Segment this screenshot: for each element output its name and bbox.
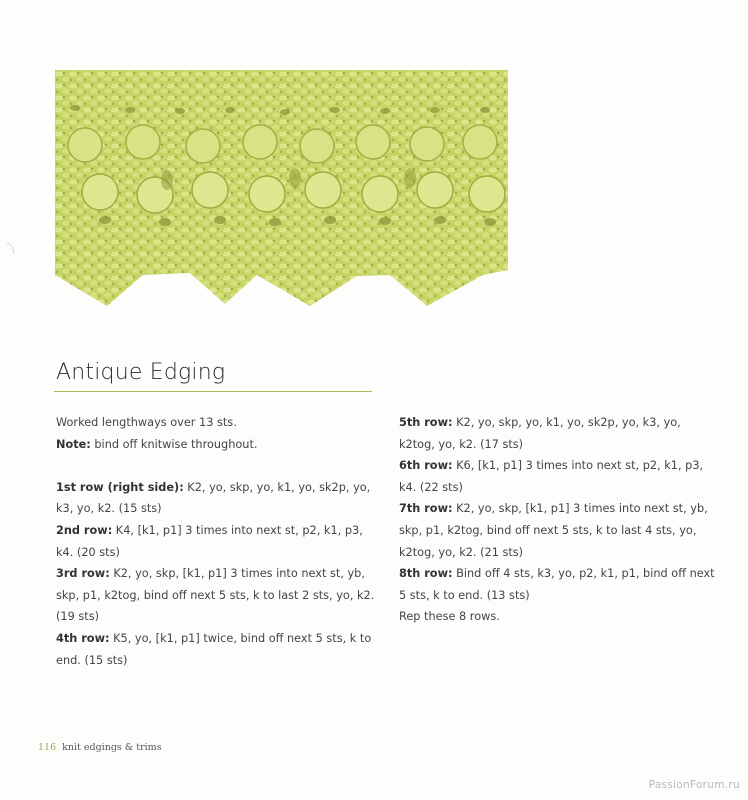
repeat-text: Rep these 8 rows. <box>399 610 500 624</box>
row-text: K4, [k1, p1] 3 times into next st, p2, k1, p3, k4. (20 sts) <box>56 523 363 559</box>
row-label: 1st row (right side): <box>56 480 184 494</box>
note-text: bind off knitwise throughout. <box>90 437 258 451</box>
row-7 <box>399 498 719 563</box>
row-text: K2, yo, skp, yo, k1, yo, sk2p, yo, k3, yo, k2tog, yo, k2. (17 sts) <box>399 416 681 451</box>
edging-photo <box>55 70 508 306</box>
title-divider <box>54 391 372 392</box>
row-8 <box>399 563 719 606</box>
row-3 <box>56 563 376 628</box>
row-text: K2, yo, skp, [k1, p1] 3 times into next st, yb, skp, p1, k2tog, bind off next 5 sts, k to last 4 sts, yo, k2tog, yo, k2. (21 sts) <box>399 502 708 559</box>
page-number: 116 <box>38 742 57 753</box>
row-text: K6, [k1, p1] 3 times into next st, p2, k1, p3, k4. (22 sts) <box>399 459 704 494</box>
row-label: 7th row: <box>399 502 453 516</box>
note-label: Note: <box>56 437 91 451</box>
row-text: K2, yo, skp, [k1, p1] 3 times into next st, yb, skp, p1, k2tog, bind off next 5 sts, k to last 2 sts, yo, k2. (19 sts) <box>56 567 375 624</box>
row-5 <box>399 412 719 455</box>
pattern-title: Antique Edging <box>56 360 226 385</box>
row-label: 2nd row: <box>56 523 113 537</box>
watermark: PassionForum.ru <box>648 779 740 791</box>
row-text: K5, yo, [k1, p1] twice, bind off next 5 sts, k to end. (15 sts) <box>56 631 372 667</box>
instructions-left-column <box>56 412 376 671</box>
row-label: 8th row: <box>399 567 453 581</box>
row-text: Bind off 4 sts, k3, yo, p2, k1, p1, bind off next 5 sts, k to end. (13 sts) <box>399 567 715 602</box>
row-label: 3rd row: <box>56 567 110 581</box>
row-text: K2, yo, skp, yo, k1, yo, sk2p, yo, k3, yo, k2. (15 sts) <box>56 480 371 516</box>
row-label: 6th row: <box>399 459 453 473</box>
scan-mark <box>6 240 16 254</box>
section-title: knit edgings & trims <box>62 742 162 753</box>
page-footer <box>38 742 162 753</box>
note <box>56 434 376 456</box>
intro-text: Worked lengthways over 13 sts. <box>56 416 237 429</box>
row-1 <box>56 477 376 520</box>
row-label: 5th row: <box>399 416 453 429</box>
instructions-right-column <box>399 412 719 628</box>
row-2 <box>56 520 376 563</box>
row-4 <box>56 628 376 671</box>
row-6 <box>399 455 719 498</box>
row-label: 4th row: <box>56 631 110 645</box>
